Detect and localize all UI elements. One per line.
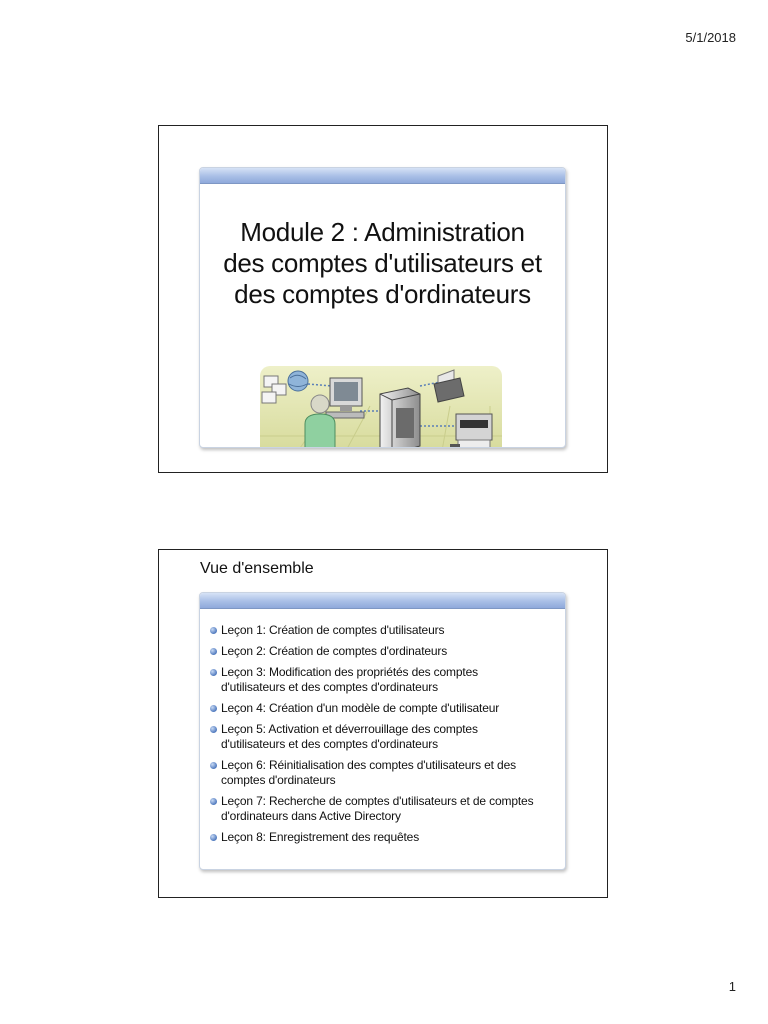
globe-icon <box>288 371 308 391</box>
lesson-text: Leçon 1: Création de comptes d'utilisateurs <box>221 623 445 637</box>
bullet-icon <box>210 627 217 634</box>
lesson-list <box>200 609 565 845</box>
bullet-icon <box>210 762 217 769</box>
bullet-icon <box>210 669 217 676</box>
list-item <box>210 644 545 659</box>
lesson-text: Leçon 8: Enregistrement des requêtes <box>221 830 420 844</box>
slide-title <box>200 217 565 310</box>
list-item <box>210 722 545 752</box>
slide-2-title: Vue d'ensemble <box>200 560 314 577</box>
lesson-text: Leçon 6: Réinitialisation des comptes d'utilisateurs et des <box>221 758 516 772</box>
lesson-text: Leçon 7: Recherche de comptes d'utilisateurs et de comptes <box>221 794 534 808</box>
bullet-icon <box>210 798 217 805</box>
lesson-text: Leçon 3: Modification des propriétés des comptes <box>221 665 478 679</box>
slide-2 <box>158 549 608 898</box>
list-item <box>210 794 545 824</box>
list-item <box>210 623 545 638</box>
slide-1 <box>158 125 608 473</box>
list-item <box>210 830 545 845</box>
bullet-icon <box>210 705 217 712</box>
bullet-icon <box>210 648 217 655</box>
lesson-text-continued: d'ordinateurs dans Active Directory <box>221 809 401 823</box>
title-line-1: Module 2 : Administration <box>240 217 525 247</box>
bullet-icon <box>210 726 217 733</box>
panel-header-bar <box>200 168 565 184</box>
list-item <box>210 665 545 695</box>
lesson-text-continued: d'utilisateurs et des comptes d'ordinateurs <box>221 680 438 694</box>
bullet-icon <box>210 834 217 841</box>
panel-header-bar <box>200 593 565 609</box>
lesson-text: Leçon 2: Création de comptes d'ordinateurs <box>221 644 448 658</box>
slide-1-panel <box>199 167 566 448</box>
server-icon <box>380 388 420 448</box>
network-illustration <box>260 366 502 448</box>
lesson-text-continued: d'utilisateurs et des comptes d'ordinateurs <box>221 737 438 751</box>
lesson-text-continued: comptes d'ordinateurs <box>221 773 336 787</box>
title-line-2: des comptes d'utilisateurs et <box>223 248 542 278</box>
lesson-text: Leçon 4: Création d'un modèle de compte d'utilisateur <box>221 701 500 715</box>
document-date: 5/1/2018 <box>685 30 736 45</box>
list-item <box>210 758 545 788</box>
page-number: 1 <box>728 979 736 994</box>
lesson-text: Leçon 5: Activation et déverrouillage des comptes <box>221 722 478 736</box>
computer-monitor-icon <box>326 378 364 418</box>
title-line-3: des comptes d'ordinateurs <box>234 279 531 309</box>
list-item <box>210 701 545 716</box>
slide-2-panel <box>199 592 566 870</box>
